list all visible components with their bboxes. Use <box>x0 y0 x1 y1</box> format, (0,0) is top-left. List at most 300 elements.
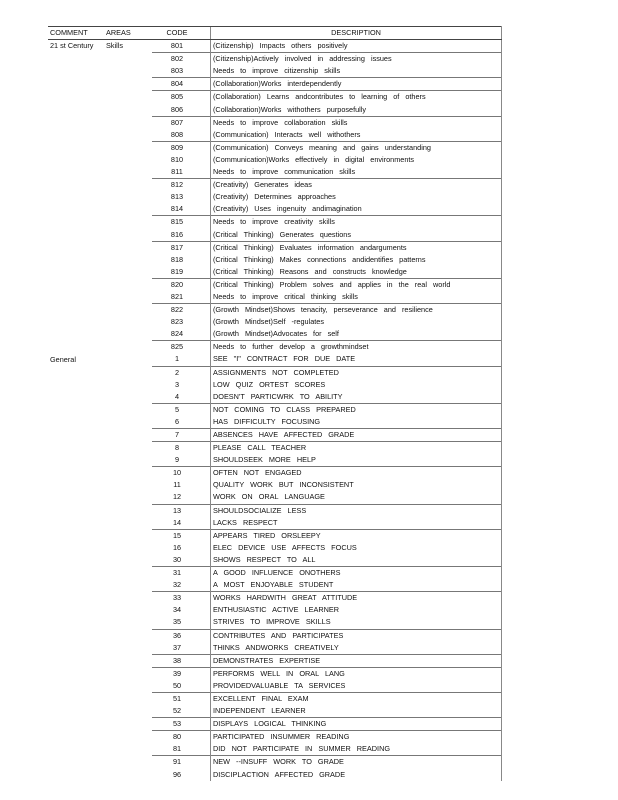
comment-cell <box>48 278 104 291</box>
comment-cell <box>48 680 104 693</box>
areas-cell <box>104 316 152 328</box>
code-cell: 823 <box>170 317 184 327</box>
areas-cell <box>104 229 152 242</box>
description-cell: PERFORMS WELL IN ORAL LANG <box>211 667 502 680</box>
areas-cell <box>104 353 152 366</box>
code-cell: 32 <box>172 580 182 590</box>
description-cell: WORK ON ORAL LANGUAGE <box>211 491 502 504</box>
areas-cell <box>104 604 152 616</box>
table-row <box>48 316 502 328</box>
comment-cell <box>48 416 104 429</box>
description-cell: APPEARS TIRED ORSLEEPY <box>211 529 502 542</box>
table-row <box>48 403 502 416</box>
areas-cell <box>104 654 152 667</box>
description-cell: (Creativity) Generates ideas <box>211 179 502 192</box>
areas-cell <box>104 78 152 91</box>
table-row <box>48 491 502 504</box>
areas-cell <box>104 104 152 117</box>
comment-cell <box>48 129 104 142</box>
code-cell: 80 <box>152 731 211 744</box>
areas-cell <box>104 756 152 769</box>
table-row <box>48 328 502 341</box>
table-row <box>48 429 502 442</box>
comment-cell <box>48 442 104 455</box>
areas-cell <box>104 304 152 317</box>
description-cell: (Growth Mindset)Shows tenacity, perseverance and resilience <box>211 304 502 317</box>
code-cell: 815 <box>152 216 211 229</box>
table-row <box>48 416 502 429</box>
areas-cell <box>104 467 152 480</box>
comment-cell <box>48 291 104 304</box>
table-row <box>48 642 502 655</box>
description-cell: Needs to improve creativity skills <box>211 216 502 229</box>
description-cell: ENTHUSIASTIC ACTIVE LEARNER <box>211 604 502 616</box>
description-cell: DID NOT PARTICIPATE IN SUMMER READING <box>211 743 502 756</box>
code-cell: 4 <box>174 391 180 401</box>
comment-code-sheet <box>48 26 484 781</box>
code-cell: 37 <box>172 642 182 652</box>
table-row <box>48 454 502 467</box>
table-row <box>48 680 502 693</box>
areas-cell <box>104 416 152 429</box>
areas-cell <box>104 542 152 554</box>
description-cell: QUALITY WORK BUT INCONSISTENT <box>211 479 502 491</box>
code-cell: 804 <box>152 78 211 91</box>
areas-cell <box>104 53 152 66</box>
table-row <box>48 179 502 192</box>
comment-cell <box>48 254 104 266</box>
comment-cell <box>48 78 104 91</box>
comment-cell <box>48 191 104 203</box>
table-row <box>48 692 502 705</box>
code-cell: 53 <box>152 718 211 731</box>
code-cell: 807 <box>152 116 211 129</box>
code-cell: 801 <box>170 41 184 51</box>
table-row <box>48 504 502 517</box>
description-cell: Needs to improve critical thinking skills <box>211 291 502 304</box>
comment-cell <box>48 592 104 605</box>
table-row <box>48 129 502 142</box>
areas-cell <box>104 166 152 179</box>
comment-cell <box>48 241 104 254</box>
description-cell: ELEC DEVICE USE AFFECTS FOCUS <box>211 542 502 554</box>
description-cell: OFTEN NOT ENGAGED <box>211 467 502 480</box>
description-cell: HAS DIFFICULTY FOCUSING <box>211 416 502 429</box>
table-row <box>48 579 502 592</box>
comment-cell <box>48 604 104 616</box>
areas-cell <box>104 266 152 279</box>
description-cell: (Growth Mindset)Advocates for self <box>211 328 502 341</box>
code-cell: 824 <box>170 329 184 339</box>
code-cell: 13 <box>152 504 211 517</box>
comment-cell <box>48 266 104 279</box>
comment-code-table <box>48 26 502 781</box>
code-cell: 51 <box>152 692 211 705</box>
code-cell: 9 <box>174 455 180 465</box>
code-cell: 809 <box>152 141 211 154</box>
description-cell: DEMONSTRATES EXPERTISE <box>211 654 502 667</box>
description-cell: ASSIGNMENTS NOT COMPLETED <box>211 366 502 379</box>
code-cell: 91 <box>152 756 211 769</box>
comment-cell <box>48 718 104 731</box>
comment-cell <box>48 91 104 104</box>
areas-cell <box>104 403 152 416</box>
comment-cell <box>48 743 104 756</box>
areas-cell <box>104 517 152 530</box>
description-cell: A GOOD INFLUENCE ONOTHERS <box>211 567 502 580</box>
code-cell: 33 <box>152 592 211 605</box>
table-row <box>48 604 502 616</box>
description-cell: PARTICIPATED INSUMMER READING <box>211 731 502 744</box>
comment-cell <box>48 65 104 78</box>
comment-cell <box>48 229 104 242</box>
description-cell: LOW QUIZ ORTEST SCORES <box>211 379 502 391</box>
description-cell: THINKS ANDWORKS CREATIVELY <box>211 642 502 655</box>
code-cell: 816 <box>170 229 184 239</box>
header-code: CODE <box>152 27 211 40</box>
description-cell: NOT COMING TO CLASS PREPARED <box>211 403 502 416</box>
code-cell: 34 <box>172 605 182 615</box>
table-row <box>48 769 502 781</box>
table-row <box>48 442 502 455</box>
code-cell: 808 <box>170 129 184 139</box>
code-cell: 15 <box>152 529 211 542</box>
description-cell: DOESN'T PARTICWRK TO ABILITY <box>211 391 502 404</box>
table-row <box>48 203 502 216</box>
comment-cell <box>48 654 104 667</box>
areas-cell <box>104 91 152 104</box>
table-row <box>48 667 502 680</box>
description-cell: (Critical Thinking) Generates questions <box>211 229 502 242</box>
table-row <box>48 616 502 629</box>
table-row <box>48 65 502 78</box>
comment-cell <box>48 769 104 781</box>
code-cell: 3 <box>174 379 180 389</box>
comment-cell <box>48 341 104 354</box>
code-cell: 805 <box>152 91 211 104</box>
description-cell: (Communication) Conveys meaning and gains understanding <box>211 141 502 154</box>
code-cell: 7 <box>152 429 211 442</box>
areas-cell <box>104 491 152 504</box>
table-row <box>48 567 502 580</box>
table-row <box>48 517 502 530</box>
comment-cell: General <box>50 354 76 364</box>
comment-cell <box>48 579 104 592</box>
areas-cell <box>104 254 152 266</box>
areas-cell <box>104 116 152 129</box>
description-cell: DISCIPLACTION AFFECTED GRADE <box>211 769 502 781</box>
code-cell: 30 <box>172 554 182 564</box>
description-cell: NEW --INSUFF WORK TO GRADE <box>211 756 502 769</box>
description-cell: SHOULDSOCIALIZE LESS <box>211 504 502 517</box>
areas-cell <box>104 241 152 254</box>
comment-cell <box>48 731 104 744</box>
table-row <box>48 254 502 266</box>
areas-cell <box>104 216 152 229</box>
areas-cell <box>104 592 152 605</box>
table-row <box>48 191 502 203</box>
comment-cell <box>48 479 104 491</box>
areas-cell <box>104 529 152 542</box>
areas-cell <box>104 567 152 580</box>
areas-cell <box>104 65 152 78</box>
description-cell: (Citizenship)Actively involved in addressing issues <box>211 53 502 66</box>
comment-cell <box>48 328 104 341</box>
table-row <box>48 629 502 642</box>
description-cell: (Collaboration)Works interdependently <box>211 78 502 91</box>
header-row <box>48 27 502 40</box>
table-row <box>48 718 502 731</box>
areas-cell <box>104 379 152 391</box>
description-cell: WORKS HARDWITH GREAT ATTITUDE <box>211 592 502 605</box>
description-cell: SHOULDSEEK MORE HELP <box>211 454 502 467</box>
table-row <box>48 743 502 756</box>
areas-cell <box>104 141 152 154</box>
table-row <box>48 104 502 117</box>
table-row <box>48 756 502 769</box>
comment-cell <box>48 529 104 542</box>
description-cell: (Growth Mindset)Self -regulates <box>211 316 502 328</box>
comment-cell <box>48 517 104 530</box>
code-cell: 14 <box>172 517 182 527</box>
table-row <box>48 391 502 404</box>
description-cell: SHOWS RESPECT TO ALL <box>211 554 502 567</box>
comment-cell <box>48 629 104 642</box>
table-row <box>48 304 502 317</box>
comment-cell <box>48 756 104 769</box>
comment-cell <box>48 216 104 229</box>
description-cell: (Collaboration) Learns andcontributes to learning of others <box>211 91 502 104</box>
comment-cell <box>48 554 104 567</box>
areas-cell <box>104 579 152 592</box>
description-cell: LACKS RESPECT <box>211 517 502 530</box>
comment-cell <box>48 692 104 705</box>
description-cell: Needs to improve communication skills <box>211 166 502 179</box>
areas-cell <box>104 616 152 629</box>
areas-cell <box>104 642 152 655</box>
comment-cell <box>48 467 104 480</box>
comment-cell <box>48 454 104 467</box>
comment-cell <box>48 429 104 442</box>
areas-cell <box>104 743 152 756</box>
comment-cell <box>48 642 104 655</box>
comment-cell <box>48 304 104 317</box>
areas-cell <box>104 692 152 705</box>
table-row <box>48 366 502 379</box>
areas-cell <box>104 705 152 718</box>
table-row <box>48 91 502 104</box>
table-row <box>48 529 502 542</box>
description-cell: (Critical Thinking) Reasons and constructs knowledge <box>211 266 502 279</box>
code-cell: 813 <box>170 192 184 202</box>
areas-cell <box>104 391 152 404</box>
description-cell: (Creativity) Determines approaches <box>211 191 502 203</box>
code-cell: 814 <box>170 204 184 214</box>
comment-cell <box>48 667 104 680</box>
description-cell: EXCELLENT FINAL EXAM <box>211 692 502 705</box>
comment-cell <box>48 403 104 416</box>
table-row <box>48 154 502 166</box>
comment-cell <box>48 154 104 166</box>
table-row <box>48 654 502 667</box>
table-row <box>48 341 502 354</box>
header-comment: COMMENT <box>48 27 104 40</box>
description-cell: (Citizenship) Impacts others positively <box>211 40 502 53</box>
description-cell: (Collaboration)Works withothers purposefully <box>211 104 502 117</box>
header-areas: AREAS <box>104 27 152 40</box>
areas-cell <box>104 504 152 517</box>
description-cell: (Critical Thinking) Makes connections andidentifies patterns <box>211 254 502 266</box>
description-cell: SEE "I" CONTRACT FOR DUE DATE <box>211 353 502 366</box>
areas-cell <box>104 203 152 216</box>
code-cell: 12 <box>172 492 182 502</box>
description-cell: (Creativity) Uses ingenuity andimagination <box>211 203 502 216</box>
code-cell: 31 <box>152 567 211 580</box>
table-row <box>48 116 502 129</box>
areas-cell <box>104 479 152 491</box>
comment-cell <box>48 542 104 554</box>
code-cell: 81 <box>172 744 182 754</box>
comment-cell: 21 st Century <box>50 41 94 51</box>
areas-cell: Skills <box>106 41 124 51</box>
table-row <box>48 479 502 491</box>
comment-cell <box>48 705 104 718</box>
code-cell: 802 <box>152 53 211 66</box>
description-cell: PLEASE CALL TEACHER <box>211 442 502 455</box>
code-cell: 825 <box>152 341 211 354</box>
areas-cell <box>104 179 152 192</box>
code-cell: 5 <box>152 403 211 416</box>
table-row <box>48 216 502 229</box>
table-body <box>48 40 502 781</box>
areas-cell <box>104 129 152 142</box>
comment-cell <box>48 316 104 328</box>
code-cell: 821 <box>170 291 184 301</box>
code-cell: 52 <box>172 706 182 716</box>
table-row <box>48 554 502 567</box>
code-cell: 16 <box>172 542 182 552</box>
description-cell: (Critical Thinking) Evaluates information andarguments <box>211 241 502 254</box>
comment-cell <box>48 379 104 391</box>
code-cell: 820 <box>152 278 211 291</box>
areas-cell <box>104 454 152 467</box>
areas-cell <box>104 680 152 693</box>
description-cell: STRIVES TO IMPROVE SKILLS <box>211 616 502 629</box>
description-cell: INDEPENDENT LEARNER <box>211 705 502 718</box>
code-cell: 10 <box>152 467 211 480</box>
code-cell: 803 <box>170 66 184 76</box>
code-cell: 818 <box>170 254 184 264</box>
description-cell: (Critical Thinking) Problem solves and applies in the real world <box>211 278 502 291</box>
description-cell: (Communication)Works effectively in digital environments <box>211 154 502 166</box>
description-cell: Needs to improve collaboration skills <box>211 116 502 129</box>
comment-cell <box>48 166 104 179</box>
description-cell: ABSENCES HAVE AFFECTED GRADE <box>211 429 502 442</box>
code-cell: 811 <box>171 167 183 177</box>
areas-cell <box>104 667 152 680</box>
code-cell: 806 <box>170 104 184 114</box>
description-cell: CONTRIBUTES AND PARTICIPATES <box>211 629 502 642</box>
table-row <box>48 141 502 154</box>
comment-cell <box>48 104 104 117</box>
table-row <box>48 241 502 254</box>
table-row <box>48 291 502 304</box>
description-cell: A MOST ENJOYABLE STUDENT <box>211 579 502 592</box>
code-cell: 96 <box>172 769 182 779</box>
description-cell: (Communication) Interacts well withothers <box>211 129 502 142</box>
table-row <box>48 229 502 242</box>
table-row <box>48 542 502 554</box>
table-row <box>48 78 502 91</box>
description-cell: PROVIDEDVALUABLE TA SERVICES <box>211 680 502 693</box>
areas-cell <box>104 731 152 744</box>
header-description: DESCRIPTION <box>211 27 502 40</box>
code-cell: 38 <box>152 654 211 667</box>
areas-cell <box>104 328 152 341</box>
code-cell: 822 <box>152 304 211 317</box>
areas-cell <box>104 154 152 166</box>
table-row <box>48 379 502 391</box>
areas-cell <box>104 442 152 455</box>
table-row <box>48 266 502 279</box>
code-cell: 819 <box>170 266 184 276</box>
table-row <box>48 166 502 179</box>
comment-cell <box>48 616 104 629</box>
comment-cell <box>48 391 104 404</box>
code-cell: 2 <box>152 366 211 379</box>
areas-cell <box>104 718 152 731</box>
areas-cell <box>104 278 152 291</box>
description-cell: DISPLAYS LOGICAL THINKING <box>211 718 502 731</box>
code-cell: 6 <box>174 416 180 426</box>
code-cell: 817 <box>152 241 211 254</box>
comment-cell <box>48 491 104 504</box>
areas-cell <box>104 341 152 354</box>
table-row <box>48 705 502 718</box>
table-row <box>48 53 502 66</box>
areas-cell <box>104 554 152 567</box>
code-cell: 50 <box>172 680 182 690</box>
code-cell: 35 <box>172 617 182 627</box>
table-row <box>48 40 502 53</box>
comment-cell <box>48 504 104 517</box>
table-row <box>48 353 502 366</box>
description-cell: Needs to improve citizenship skills <box>211 65 502 78</box>
areas-cell <box>104 291 152 304</box>
comment-cell <box>48 53 104 66</box>
table-row <box>48 592 502 605</box>
comment-cell <box>48 116 104 129</box>
comment-cell <box>48 179 104 192</box>
comment-cell <box>48 567 104 580</box>
code-cell: 36 <box>152 629 211 642</box>
table-row <box>48 467 502 480</box>
code-cell: 812 <box>152 179 211 192</box>
table-row <box>48 731 502 744</box>
code-cell: 810 <box>170 154 184 164</box>
code-cell: 1 <box>174 354 180 364</box>
areas-cell <box>104 366 152 379</box>
comment-cell <box>48 203 104 216</box>
areas-cell <box>104 429 152 442</box>
areas-cell <box>104 629 152 642</box>
comment-cell <box>48 141 104 154</box>
code-cell: 8 <box>152 442 211 455</box>
description-cell: Needs to further develop a growthmindset <box>211 341 502 354</box>
areas-cell <box>104 191 152 203</box>
table-row <box>48 278 502 291</box>
areas-cell <box>104 769 152 781</box>
